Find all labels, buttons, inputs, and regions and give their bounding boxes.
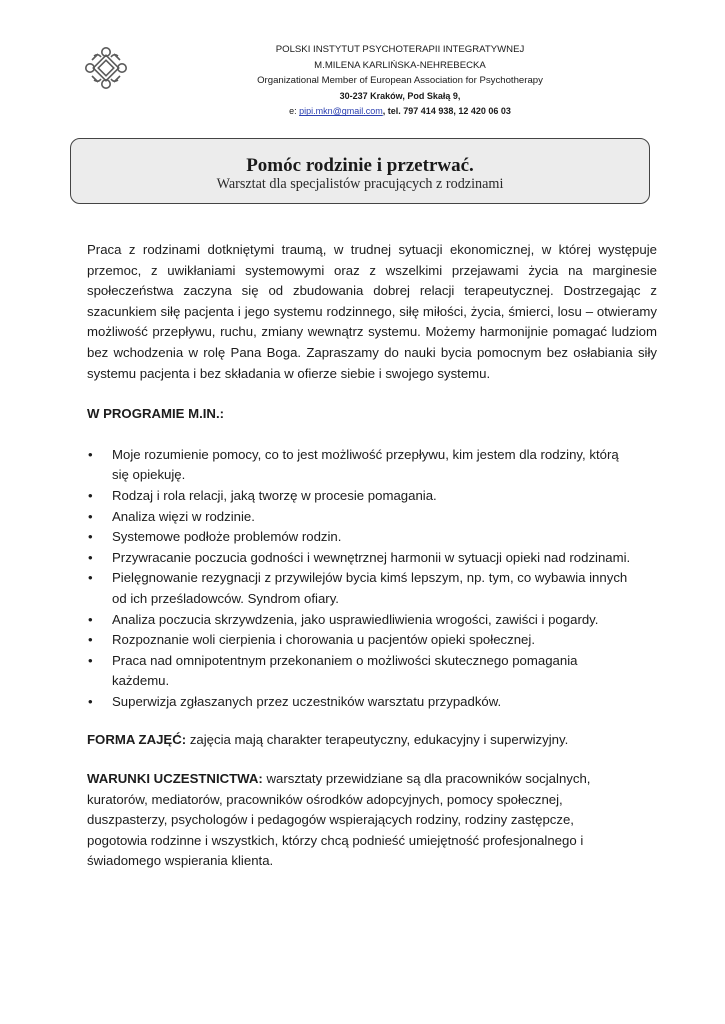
- list-item: [87, 486, 657, 507]
- forma-label: FORMA ZAJĘĆ:: [87, 732, 187, 748]
- institute-logo: [84, 46, 128, 90]
- list-item: [87, 692, 657, 713]
- forma-zajec: [87, 730, 657, 751]
- email-link[interactable]: pipi.mkn@gmail.com: [299, 106, 383, 117]
- list-item-text: Pielęgnowanie rezygnacji z przywilejów bycia kimś lepszym, np. tym, co wybawia innych od ich prześladowców. Syndrom ofiary.: [112, 570, 628, 606]
- list-item: [87, 507, 657, 528]
- director-name: M.MILENA KARLIŃSKA-NEHREBECKA: [314, 59, 486, 71]
- bullet-marker: •: [88, 611, 93, 627]
- list-item-text: Moje rozumienie pomocy, co to jest możliwość przepływu, kim jestem dla rodziny, którą się opiekuję.: [112, 446, 619, 483]
- list-item: [87, 651, 657, 692]
- warunki-uczestnictwa: [87, 769, 657, 872]
- membership-line: Organizational Member of European Association for Psychotherapy: [257, 75, 543, 87]
- bullet-marker: •: [88, 652, 93, 668]
- bullet-marker: •: [88, 487, 93, 503]
- email-prefix: e:: [289, 106, 300, 117]
- phone-numbers: , tel. 797 414 938, 12 420 06 03: [382, 106, 511, 117]
- warunki-text: warsztaty przewidziane są dla pracowników socjalnych, kuratorów, mediatorów, pracowników ośrodków adopcyjnych, pomocy społecznej, duszpasterzy, psychologów i pedagogów wspierających rodziny, rodziny zastępcze, pogotowia rodzinne i wszystkich, którzy chcą podnieść umiejętność profesjonalnego i świadomego wspierania klienta.: [87, 771, 591, 869]
- list-item: [87, 548, 657, 569]
- list-item-text: Przywracanie poczucia godności i wewnętrznej harmonii w sytuacji opieki nad rodzinami.: [112, 549, 631, 565]
- list-item-text: Superwizja zgłaszanych przez uczestników warsztatu przypadków.: [112, 693, 502, 709]
- list-item-text: Systemowe podłoże problemów rodzin.: [112, 529, 342, 545]
- bullet-marker: •: [88, 693, 93, 709]
- list-item-text: Analiza poczucia skrzywdzenia, jako usprawiedliwienia wrogości, zawiści i pogardy.: [112, 611, 599, 627]
- institute-header: [200, 42, 600, 120]
- workshop-title: Pomóc rodzinie i przetrwać.: [246, 155, 474, 176]
- title-box: [70, 138, 650, 204]
- list-item-text: Rozpoznanie woli cierpienia i chorowania u pacjentów opieki społecznej.: [112, 632, 535, 648]
- institute-name: POLSKI INSTYTUT PSYCHOTERAPII INTEGRATYWNEJ: [275, 44, 525, 55]
- contact-line: [200, 104, 600, 120]
- program-list: [87, 445, 657, 713]
- warunki-label: WARUNKI UCZESTNICTWA:: [87, 771, 263, 787]
- list-item-text: Analiza więzi w rodzinie.: [112, 508, 255, 524]
- address: 30-237 Kraków, Pod Skałą 9,: [339, 90, 461, 101]
- list-item: [87, 527, 657, 548]
- intro-paragraph: Praca z rodzinami dotkniętymi traumą, w trudnej sytuacji ekonomicznej, w której występuje przemoc, z uwikłaniami systemowymi oraz z wszelkimi przejawami życia na marginesie społeczeństwa zaczyna się od zbudowania dobrej relacji terapeutycznej. Dostrzegając z szacunkiem siłę pacjenta i jego systemu rodzinnego, siłę miłości, życia, śmierci, losu – otwieramy możliwość przepływu, ruchu, zmiany wewnątrz systemu. Możemy harmonijnie pomagać ludziom bez wchodzenia w rolę Pana Boga. Zapraszamy do nauki bycia pomocnym bez osłabiania siły systemu pacjenta i bez składania w ofierze siebie i swojego systemu.: [87, 242, 657, 381]
- list-item: [87, 610, 657, 631]
- list-item: [87, 630, 657, 651]
- forma-text: zajęcia mają charakter terapeutyczny, edukacyjny i superwizyjny.: [186, 732, 569, 748]
- bullet-marker: •: [88, 446, 93, 462]
- program-heading: W PROGRAMIE M.IN.:: [87, 406, 224, 422]
- list-item-text: Rodzaj i rola relacji, jaką tworzę w procesie pomagania.: [112, 487, 437, 503]
- list-item: [87, 568, 657, 609]
- workshop-subtitle: Warsztat dla specjalistów pracujących z rodzinami: [216, 176, 504, 192]
- celtic-knot-icon: [84, 46, 128, 90]
- list-item-text: Praca nad omnipotentnym przekonaniem o możliwości skutecznego pomagania każdemu.: [112, 652, 578, 689]
- bullet-marker: •: [88, 529, 93, 545]
- bullet-marker: •: [88, 549, 93, 565]
- bullet-marker: •: [88, 632, 93, 648]
- bullet-marker: •: [88, 570, 93, 586]
- list-item: [87, 445, 657, 486]
- bullet-marker: •: [88, 508, 93, 524]
- document-body: [87, 240, 657, 872]
